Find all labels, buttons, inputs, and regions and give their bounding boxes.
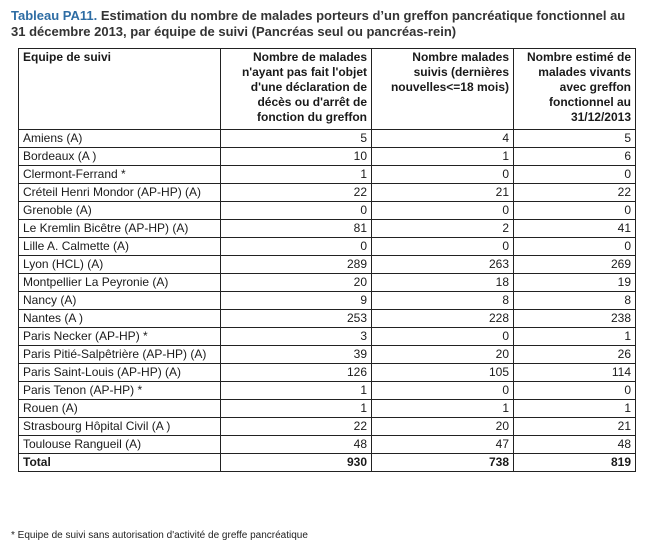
cell-followed: 1 [372,400,514,418]
cell-team: Strasbourg Hôpital Civil (A ) [19,418,221,436]
cell-estimated: 269 [514,256,636,274]
table-row [19,382,636,400]
cell-followed: 47 [372,436,514,454]
cell-not-declared: 5 [221,130,372,148]
cell-followed: 0 [372,166,514,184]
cell-not-declared: 81 [221,220,372,238]
cell-estimated: 19 [514,274,636,292]
column-header-estimated: Nombre estimé de malades vivants avec greffon fonctionnel au 31/12/2013 [514,49,636,130]
cell-estimated: 26 [514,346,636,364]
cell-not-declared: 22 [221,418,372,436]
cell-estimated: 0 [514,238,636,256]
cell-not-declared: 930 [221,454,372,472]
cell-not-declared: 20 [221,274,372,292]
cell-estimated: 22 [514,184,636,202]
cell-estimated: 0 [514,382,636,400]
cell-followed: 228 [372,310,514,328]
cell-team: Montpellier La Peyronie (A) [19,274,221,292]
cell-not-declared: 0 [221,202,372,220]
cell-not-declared: 22 [221,184,372,202]
cell-estimated: 1 [514,400,636,418]
cell-not-declared: 1 [221,166,372,184]
table-row [19,238,636,256]
cell-followed: 20 [372,346,514,364]
cell-not-declared: 1 [221,400,372,418]
cell-followed: 105 [372,364,514,382]
cell-team: Paris Saint-Louis (AP-HP) (A) [19,364,221,382]
table-row [19,256,636,274]
table-row [19,346,636,364]
cell-followed: 2 [372,220,514,238]
cell-not-declared: 39 [221,346,372,364]
cell-team: Clermont-Ferrand * [19,166,221,184]
cell-estimated: 819 [514,454,636,472]
table-row [19,328,636,346]
cell-not-declared: 9 [221,292,372,310]
cell-not-declared: 10 [221,148,372,166]
table-row [19,436,636,454]
table-row [19,166,636,184]
cell-estimated: 238 [514,310,636,328]
cell-not-declared: 48 [221,436,372,454]
cell-estimated: 5 [514,130,636,148]
cell-team: Toulouse Rangueil (A) [19,436,221,454]
table-caption-text: Estimation du nombre de malades porteurs d’un greffon pancréatique fonctionnel au 31 décembre 2013, par équipe de suivi (Pancréas seul ou pancréas-rein) [11,8,626,39]
cell-followed: 21 [372,184,514,202]
cell-team: Paris Pitié-Salpêtrière (AP-HP) (A) [19,346,221,364]
cell-not-declared: 1 [221,382,372,400]
column-header-team: Equipe de suivi [19,49,221,130]
cell-followed: 18 [372,274,514,292]
cell-team: Paris Tenon (AP-HP) * [19,382,221,400]
cell-estimated: 0 [514,166,636,184]
cell-estimated: 114 [514,364,636,382]
column-header-followed: Nombre malades suivis (dernières nouvelles<=18 mois) [372,49,514,130]
table-header-row [19,49,636,130]
cell-not-declared: 0 [221,238,372,256]
cell-team: Créteil Henri Mondor (AP-HP) (A) [19,184,221,202]
cell-team: Grenoble (A) [19,202,221,220]
cell-followed: 0 [372,382,514,400]
data-table [18,48,636,472]
data-table-container [18,48,635,472]
cell-team: Le Kremlin Bicêtre (AP-HP) (A) [19,220,221,238]
column-header-not-declared: Nombre de malades n'ayant pas fait l'objet d'une déclaration de décès ou d'arrêt de fonction du greffon [221,49,372,130]
cell-team: Nancy (A) [19,292,221,310]
cell-followed: 4 [372,130,514,148]
cell-followed: 738 [372,454,514,472]
cell-estimated: 0 [514,202,636,220]
cell-followed: 8 [372,292,514,310]
cell-team: Lille A. Calmette (A) [19,238,221,256]
table-row [19,400,636,418]
cell-followed: 20 [372,418,514,436]
table-row [19,184,636,202]
table-row [19,220,636,238]
cell-team: Rouen (A) [19,400,221,418]
cell-followed: 263 [372,256,514,274]
cell-followed: 1 [372,148,514,166]
cell-estimated: 8 [514,292,636,310]
cell-not-declared: 289 [221,256,372,274]
cell-estimated: 1 [514,328,636,346]
table-row [19,364,636,382]
cell-followed: 0 [372,202,514,220]
table-row [19,130,636,148]
table-row [19,418,636,436]
cell-estimated: 48 [514,436,636,454]
table-total-row [19,454,636,472]
table-row [19,292,636,310]
cell-followed: 0 [372,238,514,256]
cell-team: Total [19,454,221,472]
table-row [19,274,636,292]
cell-team: Nantes (A ) [19,310,221,328]
cell-estimated: 21 [514,418,636,436]
cell-not-declared: 253 [221,310,372,328]
cell-not-declared: 3 [221,328,372,346]
cell-team: Paris Necker (AP-HP) * [19,328,221,346]
footnote: * Equipe de suivi sans autorisation d'activité de greffe pancréatique [11,530,308,541]
cell-team: Bordeaux (A ) [19,148,221,166]
cell-not-declared: 126 [221,364,372,382]
cell-estimated: 41 [514,220,636,238]
cell-followed: 0 [372,328,514,346]
table-row [19,202,636,220]
cell-team: Amiens (A) [19,130,221,148]
cell-team: Lyon (HCL) (A) [19,256,221,274]
table-row [19,310,636,328]
table-caption [11,8,636,40]
table-body [19,130,636,472]
cell-estimated: 6 [514,148,636,166]
table-row [19,148,636,166]
table-label: Tableau PA11. [11,8,98,23]
